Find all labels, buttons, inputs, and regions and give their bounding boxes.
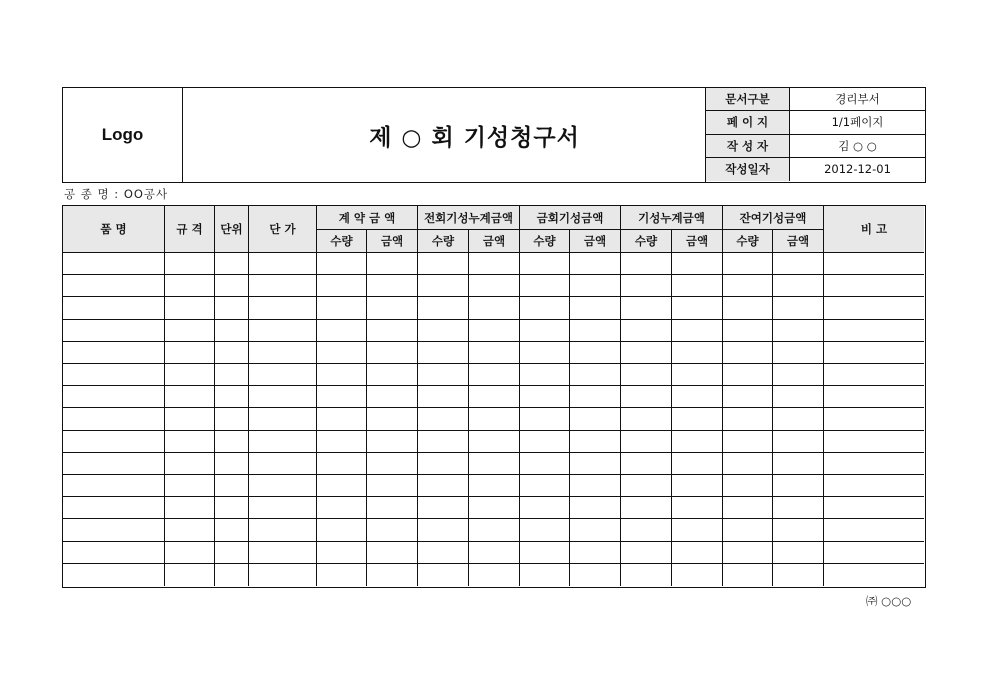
- table-cell[interactable]: [249, 297, 317, 319]
- table-cell[interactable]: [824, 275, 924, 297]
- subject-line: [64, 186, 168, 202]
- table-cell[interactable]: [469, 564, 520, 586]
- table-row: [63, 497, 925, 519]
- table-cell[interactable]: [249, 253, 317, 275]
- table-row: [63, 320, 925, 342]
- table-cell[interactable]: [317, 453, 367, 475]
- table-cell[interactable]: [672, 431, 723, 453]
- table-cell[interactable]: [249, 519, 317, 541]
- table-cell[interactable]: [317, 364, 367, 386]
- col-group-contract-amount: 계 약 금 액: [317, 206, 418, 230]
- table-cell[interactable]: [520, 320, 570, 342]
- table-cell[interactable]: [469, 297, 520, 319]
- table-row: [63, 431, 925, 453]
- table-cell[interactable]: [773, 519, 824, 541]
- table-cell[interactable]: [723, 519, 773, 541]
- table-cell[interactable]: [63, 386, 165, 408]
- table-cell[interactable]: [63, 342, 165, 364]
- table-cell[interactable]: [165, 519, 215, 541]
- table-cell[interactable]: [215, 453, 249, 475]
- table-cell[interactable]: [165, 275, 215, 297]
- table-cell[interactable]: [418, 253, 469, 275]
- table-cell[interactable]: [621, 475, 672, 497]
- table-row: [63, 475, 925, 497]
- meta-row-date: [706, 158, 925, 181]
- table-cell[interactable]: [773, 564, 824, 586]
- table-cell[interactable]: [621, 408, 672, 430]
- table-cell[interactable]: [418, 342, 469, 364]
- table-cell[interactable]: [418, 453, 469, 475]
- table-cell[interactable]: [215, 431, 249, 453]
- meta-value: 2012-12-01: [824, 162, 891, 177]
- table-row: [63, 453, 925, 475]
- table-cell[interactable]: [418, 364, 469, 386]
- meta-row-page: [706, 111, 925, 134]
- logo: Logo: [63, 88, 183, 182]
- table-cell[interactable]: [367, 431, 418, 453]
- table-cell[interactable]: [672, 275, 723, 297]
- table-cell[interactable]: [469, 386, 520, 408]
- col-group-current: 금회기성금액: [520, 206, 621, 230]
- table-cell[interactable]: [249, 431, 317, 453]
- table-cell[interactable]: [621, 342, 672, 364]
- table-row: [63, 342, 925, 364]
- table-cell[interactable]: [824, 497, 924, 519]
- table-cell[interactable]: [520, 297, 570, 319]
- table-cell[interactable]: [249, 364, 317, 386]
- sub-header-qty: 수량: [621, 230, 672, 253]
- table-cell[interactable]: [317, 475, 367, 497]
- table-cell[interactable]: [249, 564, 317, 586]
- table-cell[interactable]: [824, 408, 924, 430]
- table-cell[interactable]: [165, 297, 215, 319]
- table-cell[interactable]: [672, 408, 723, 430]
- meta-label: 문서구분: [706, 88, 790, 110]
- table-cell[interactable]: [63, 542, 165, 564]
- table-cell[interactable]: [367, 320, 418, 342]
- sub-header-qty: 수량: [520, 230, 570, 253]
- table-cell[interactable]: [215, 408, 249, 430]
- table-row: [63, 275, 925, 297]
- table-cell[interactable]: [367, 408, 418, 430]
- table-cell[interactable]: [317, 497, 367, 519]
- table-cell[interactable]: [63, 408, 165, 430]
- table-cell[interactable]: [469, 364, 520, 386]
- table-cell[interactable]: [520, 364, 570, 386]
- table-cell[interactable]: [215, 342, 249, 364]
- table-cell[interactable]: [165, 408, 215, 430]
- table-cell[interactable]: [317, 342, 367, 364]
- table-cell[interactable]: [723, 342, 773, 364]
- table-cell[interactable]: [773, 431, 824, 453]
- sub-header-amount: 금액: [672, 230, 723, 253]
- table-cell[interactable]: [63, 364, 165, 386]
- table-cell[interactable]: [520, 564, 570, 586]
- table-cell[interactable]: [165, 453, 215, 475]
- table-cell[interactable]: [672, 497, 723, 519]
- table-cell[interactable]: [672, 453, 723, 475]
- table-cell[interactable]: [723, 408, 773, 430]
- table-cell[interactable]: [367, 275, 418, 297]
- table-cell[interactable]: [520, 408, 570, 430]
- table-row: [63, 386, 925, 408]
- table-cell[interactable]: [723, 275, 773, 297]
- table-row: [63, 408, 925, 430]
- table-cell[interactable]: [418, 408, 469, 430]
- table-cell[interactable]: [165, 364, 215, 386]
- table-cell[interactable]: [773, 364, 824, 386]
- table-cell[interactable]: [672, 542, 723, 564]
- table-cell[interactable]: [621, 497, 672, 519]
- table-cell[interactable]: [824, 542, 924, 564]
- table-cell[interactable]: [621, 564, 672, 586]
- table-cell[interactable]: [418, 564, 469, 586]
- table-cell[interactable]: [621, 275, 672, 297]
- table-cell[interactable]: [215, 320, 249, 342]
- table-cell[interactable]: [672, 342, 723, 364]
- table-cell[interactable]: [63, 431, 165, 453]
- table-cell[interactable]: [469, 408, 520, 430]
- table-cell[interactable]: [672, 297, 723, 319]
- col-header-spec: 규 격: [165, 206, 215, 253]
- col-header-item: 품 명: [63, 206, 165, 253]
- col-group-cumulative: 기성누계금액: [621, 206, 723, 230]
- table-cell[interactable]: [317, 519, 367, 541]
- table-cell[interactable]: [317, 564, 367, 586]
- col-group-prev-cumulative: 전회기성누계금액: [418, 206, 520, 230]
- table-cell[interactable]: [570, 431, 621, 453]
- table-cell[interactable]: [723, 497, 773, 519]
- table-cell[interactable]: [621, 320, 672, 342]
- table-cell[interactable]: [165, 564, 215, 586]
- meta-label: 작 성 자: [706, 135, 790, 157]
- table-cell[interactable]: [723, 364, 773, 386]
- table-cell[interactable]: [469, 519, 520, 541]
- table-cell[interactable]: [773, 497, 824, 519]
- table-cell[interactable]: [249, 453, 317, 475]
- table-cell[interactable]: [520, 342, 570, 364]
- table-cell[interactable]: [570, 342, 621, 364]
- sub-header-qty: 수량: [418, 230, 469, 253]
- table-cell[interactable]: [672, 519, 723, 541]
- table-cell[interactable]: [215, 475, 249, 497]
- meta-table: [705, 88, 925, 182]
- table-cell[interactable]: [165, 542, 215, 564]
- table-cell[interactable]: [215, 275, 249, 297]
- table-cell[interactable]: [469, 431, 520, 453]
- table-cell[interactable]: [469, 475, 520, 497]
- table-cell[interactable]: [63, 453, 165, 475]
- table-cell[interactable]: [570, 475, 621, 497]
- table-cell[interactable]: [621, 364, 672, 386]
- table-cell[interactable]: [824, 342, 924, 364]
- table-cell[interactable]: [723, 453, 773, 475]
- table-cell[interactable]: [215, 497, 249, 519]
- table-cell[interactable]: [418, 297, 469, 319]
- table-cell[interactable]: [570, 564, 621, 586]
- table-cell[interactable]: [621, 386, 672, 408]
- table-cell[interactable]: [249, 275, 317, 297]
- table-cell[interactable]: [418, 475, 469, 497]
- table-cell[interactable]: [672, 320, 723, 342]
- table-cell[interactable]: [773, 275, 824, 297]
- table-cell[interactable]: [570, 408, 621, 430]
- table-cell[interactable]: [621, 519, 672, 541]
- table-cell[interactable]: [165, 253, 215, 275]
- table-cell[interactable]: [723, 542, 773, 564]
- table-cell[interactable]: [773, 453, 824, 475]
- table-cell[interactable]: [165, 497, 215, 519]
- table-cell[interactable]: [621, 297, 672, 319]
- table-cell[interactable]: [824, 297, 924, 319]
- subject-value: OO공사: [123, 187, 169, 201]
- table-cell[interactable]: [520, 253, 570, 275]
- table-cell[interactable]: [672, 386, 723, 408]
- table-cell[interactable]: [520, 519, 570, 541]
- table-cell[interactable]: [672, 364, 723, 386]
- company-name: ㈜ ○○○: [866, 594, 912, 608]
- table-row: [63, 297, 925, 319]
- table-cell[interactable]: [165, 320, 215, 342]
- table-cell[interactable]: [570, 386, 621, 408]
- table-cell[interactable]: [215, 564, 249, 586]
- table-cell[interactable]: [63, 297, 165, 319]
- table-cell[interactable]: [469, 453, 520, 475]
- table-cell[interactable]: [520, 475, 570, 497]
- table-cell[interactable]: [317, 297, 367, 319]
- table-cell[interactable]: [469, 275, 520, 297]
- table-cell[interactable]: [621, 253, 672, 275]
- col-header-unit: 단위: [215, 206, 249, 253]
- table-cell[interactable]: [621, 542, 672, 564]
- table-cell[interactable]: [63, 253, 165, 275]
- table-cell[interactable]: [824, 386, 924, 408]
- table-row: [63, 519, 925, 541]
- table-cell[interactable]: [520, 386, 570, 408]
- table-cell[interactable]: [215, 386, 249, 408]
- table-cell[interactable]: [367, 475, 418, 497]
- col-group-remaining: 잔여기성금액: [723, 206, 824, 230]
- table-cell[interactable]: [63, 497, 165, 519]
- table-cell[interactable]: [215, 519, 249, 541]
- table-cell[interactable]: [367, 519, 418, 541]
- table-cell[interactable]: [469, 253, 520, 275]
- table-cell[interactable]: [824, 453, 924, 475]
- table-cell[interactable]: [367, 542, 418, 564]
- table-cell[interactable]: [570, 253, 621, 275]
- table-cell[interactable]: [418, 320, 469, 342]
- table-cell[interactable]: [824, 364, 924, 386]
- table-cell[interactable]: [317, 253, 367, 275]
- table-cell[interactable]: [367, 364, 418, 386]
- table-cell[interactable]: [824, 475, 924, 497]
- table-cell[interactable]: [621, 453, 672, 475]
- table-cell[interactable]: [723, 386, 773, 408]
- table-cell[interactable]: [469, 542, 520, 564]
- table-cell[interactable]: [773, 342, 824, 364]
- meta-value: 경리부서: [835, 92, 880, 107]
- table-cell[interactable]: [520, 275, 570, 297]
- table-cell[interactable]: [723, 431, 773, 453]
- table-cell[interactable]: [570, 542, 621, 564]
- table-cell[interactable]: [773, 253, 824, 275]
- table-cell[interactable]: [570, 297, 621, 319]
- table-cell[interactable]: [418, 497, 469, 519]
- table-cell[interactable]: [520, 497, 570, 519]
- sub-header-amount: 금액: [773, 230, 824, 253]
- table-cell[interactable]: [824, 320, 924, 342]
- sub-header-amount: 금액: [570, 230, 621, 253]
- table-cell[interactable]: [317, 320, 367, 342]
- meta-row-doc-type: [706, 88, 925, 111]
- table-cell[interactable]: [63, 564, 165, 586]
- table-cell[interactable]: [672, 475, 723, 497]
- table-cell[interactable]: [723, 320, 773, 342]
- table-cell[interactable]: [570, 453, 621, 475]
- table-cell[interactable]: [570, 497, 621, 519]
- meta-label: 작성일자: [706, 158, 790, 181]
- table-cell[interactable]: [773, 386, 824, 408]
- table-cell[interactable]: [520, 431, 570, 453]
- table-cell[interactable]: [773, 320, 824, 342]
- table-cell[interactable]: [249, 497, 317, 519]
- table-cell[interactable]: [165, 342, 215, 364]
- table-cell[interactable]: [824, 564, 924, 586]
- table-cell[interactable]: [570, 275, 621, 297]
- table-cell[interactable]: [773, 408, 824, 430]
- table-cell[interactable]: [418, 431, 469, 453]
- table-cell[interactable]: [367, 453, 418, 475]
- table-row: [63, 542, 925, 564]
- table-row: [63, 253, 925, 275]
- meta-value: 1/1페이지: [831, 115, 884, 130]
- document-header: [62, 87, 926, 183]
- table-cell[interactable]: [215, 253, 249, 275]
- table-cell[interactable]: [418, 275, 469, 297]
- document-title: 제 ○ 회 기성청구서: [369, 124, 580, 151]
- table-cell[interactable]: [570, 519, 621, 541]
- table-cell[interactable]: [215, 364, 249, 386]
- table-cell[interactable]: [249, 386, 317, 408]
- table-cell[interactable]: [317, 542, 367, 564]
- sub-header-amount: 금액: [367, 230, 418, 253]
- table-cell[interactable]: [367, 564, 418, 586]
- table-cell[interactable]: [570, 320, 621, 342]
- table-cell[interactable]: [367, 497, 418, 519]
- table-cell[interactable]: [367, 297, 418, 319]
- table-cell[interactable]: [723, 475, 773, 497]
- table-cell[interactable]: [63, 475, 165, 497]
- table-cell[interactable]: [165, 431, 215, 453]
- table-cell[interactable]: [165, 386, 215, 408]
- table-cell[interactable]: [773, 297, 824, 319]
- sub-header-qty: 수량: [723, 230, 773, 253]
- table-row: [63, 564, 925, 586]
- table-cell[interactable]: [367, 386, 418, 408]
- table-cell[interactable]: [520, 453, 570, 475]
- col-header-note: 비 고: [824, 206, 924, 253]
- table-cell[interactable]: [773, 475, 824, 497]
- meta-label: 페 이 지: [706, 111, 790, 133]
- table-cell[interactable]: [723, 564, 773, 586]
- table-cell[interactable]: [723, 297, 773, 319]
- table-cell[interactable]: [469, 342, 520, 364]
- sub-header-qty: 수량: [317, 230, 367, 253]
- table-cell[interactable]: [469, 320, 520, 342]
- sub-header-amount: 금액: [469, 230, 520, 253]
- table-cell[interactable]: [418, 542, 469, 564]
- table-cell[interactable]: [824, 519, 924, 541]
- meta-value: 김 ○ ○: [838, 138, 877, 153]
- table-cell[interactable]: [249, 542, 317, 564]
- col-header-price: 단 가: [249, 206, 317, 253]
- table-cell[interactable]: [824, 431, 924, 453]
- claim-table: [62, 205, 926, 588]
- meta-row-author: [706, 135, 925, 158]
- table-cell[interactable]: [418, 386, 469, 408]
- table-cell[interactable]: [723, 253, 773, 275]
- table-cell[interactable]: [215, 542, 249, 564]
- table-cell[interactable]: [317, 275, 367, 297]
- table-cell[interactable]: [469, 497, 520, 519]
- table-cell[interactable]: [317, 386, 367, 408]
- table-cell[interactable]: [165, 475, 215, 497]
- table-cell[interactable]: [773, 542, 824, 564]
- table-cell[interactable]: [249, 320, 317, 342]
- table-cell[interactable]: [249, 342, 317, 364]
- table-cell[interactable]: [63, 519, 165, 541]
- table-cell[interactable]: [672, 564, 723, 586]
- table-cell[interactable]: [418, 519, 469, 541]
- table-row: [63, 364, 925, 386]
- table-cell[interactable]: [317, 408, 367, 430]
- table-cell[interactable]: [215, 297, 249, 319]
- table-cell[interactable]: [672, 253, 723, 275]
- subject-label: 공 종 명 :: [64, 187, 120, 201]
- table-cell[interactable]: [520, 542, 570, 564]
- table-cell[interactable]: [317, 431, 367, 453]
- table-cell[interactable]: [63, 320, 165, 342]
- table-cell[interactable]: [570, 364, 621, 386]
- table-cell[interactable]: [367, 253, 418, 275]
- table-cell[interactable]: [621, 431, 672, 453]
- table-cell[interactable]: [367, 342, 418, 364]
- table-cell[interactable]: [824, 253, 924, 275]
- table-cell[interactable]: [249, 408, 317, 430]
- table-cell[interactable]: [249, 475, 317, 497]
- table-cell[interactable]: [63, 275, 165, 297]
